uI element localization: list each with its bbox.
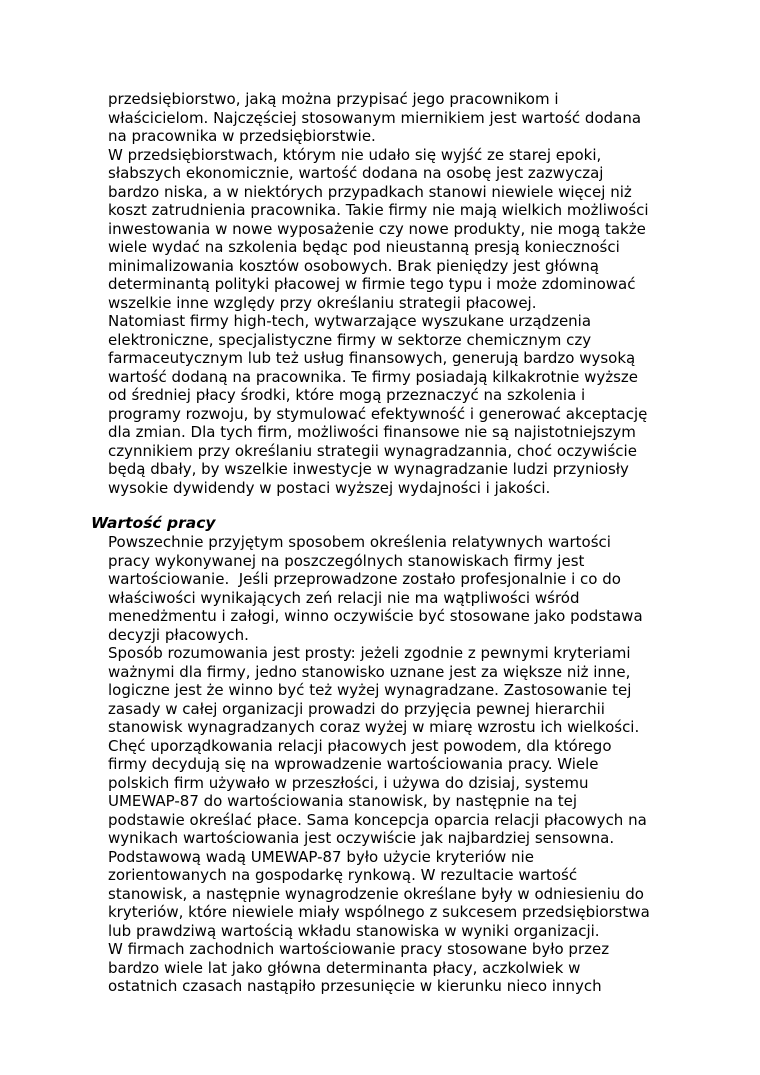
text-line: właścicielom. Najczęściej stosowanym miernikiem jest wartość dodana: [108, 108, 642, 127]
paragraph-block-1: [108, 90, 649, 497]
text-line: Podstawową wadą UMEWAP-87 było użycie kryteriów nie: [108, 847, 534, 866]
text-line: firmy decydują się na wprowadzenie wartościowania pracy. Wiele: [108, 755, 599, 773]
text-line: farmaceutycznym lub też usług finansowych, generują bardzo wysoką: [108, 349, 636, 367]
text-line: od średniej płacy środki, które mogą przeznaczyć na szkolenia i: [108, 386, 586, 404]
text-line: programy rozwoju, by stymulować efektywność i generować akceptację: [108, 404, 648, 423]
text-line: menedżmentu i załogi, winno oczywiście być stosowane jako podstawa: [108, 607, 643, 625]
text-line: logiczne jest że winno być też wyżej wynagradzane. Zastosowanie tej: [108, 681, 632, 699]
text-line: zasady w całej organizacji prowadzi do przyjęcia pewnej hierarchii: [108, 699, 605, 718]
text-line: koszt zatrudnienia pracownika. Takie firmy nie mają wielkich możliwości: [108, 201, 649, 219]
text-line: inwestowania w nowe wyposażenie czy nowe produkty, nie mogą także: [108, 219, 646, 238]
text-line: słabszych ekonomicznie, wartość dodana na osobę jest zazwyczaj: [108, 164, 604, 182]
text-line: wysokie dywidendy w postaci wyższej wydajności i jakości.: [108, 478, 551, 497]
text-line: Sposób rozumowania jest prosty: jeżeli zgodnie z pewnymi kryteriami: [108, 644, 631, 662]
text-line: przedsiębiorstwo, jaką można przypisać jego pracownikom i: [108, 90, 559, 108]
text-line: bardzo niska, a w niektórych przypadkach stanowi niewiele więcej niż: [108, 182, 632, 201]
text-line: czynnikiem przy określaniu strategii wynagradzannia, choć oczywiście: [108, 441, 637, 460]
text-line: podstawie określać płace. Sama koncepcja oparcia relacji płacowych na: [108, 810, 647, 829]
text-line: polskich firm używało w przeszłości, i używa do dzisiaj, systemu: [108, 773, 589, 792]
text-line: wiele wydać na szkolenia będąc pod nieustanną presją konieczności: [108, 238, 620, 256]
text-line: elektroniczne, specjalistyczne firmy w sektorze chemicznym czy: [108, 330, 592, 349]
text-line: determinantą polityki płacowej w firmie tego typu i może zdominować: [108, 275, 636, 293]
text-line: wartościowanie. Jeśli przeprowadzone zostało profesjonalnie i co do: [108, 570, 621, 588]
paragraph-block-2: [108, 533, 650, 996]
text-line: ważnymi dla firmy, jedno stanowisko uznane jest za większe niż inne,: [108, 662, 631, 681]
section-heading: Wartość pracy: [91, 514, 216, 532]
text-line: ostatnich czasach nastąpiło przesunięcie w kierunku nieco innych: [108, 977, 602, 995]
text-line: decyzji płacowych.: [108, 625, 249, 644]
text-line: wynikach wartościowania jest oczywiście jak najbardziej sensowna.: [108, 829, 615, 847]
text-line: W firmach zachodnich wartościowanie pracy stosowane było przez: [108, 940, 610, 958]
text-line: pracy wykonywanej na poszczególnych stanowiskach firmy jest: [108, 551, 585, 570]
text-line: bardzo wiele lat jako główna determinanta płacy, aczkolwiek w: [108, 958, 581, 977]
text-line: kryteriów, które niewiele miały wspólnego z sukcesem przedsiębiorstwa: [108, 903, 650, 921]
text-line: UMEWAP-87 do wartościowania stanowisk, by następnie na tej: [108, 792, 578, 810]
text-line: zorientowanych na gospodarkę rynkową. W rezultacie wartość: [108, 866, 578, 884]
text-line: właściwości wynikających zeń relacji nie ma wątpliwości wśród: [108, 588, 580, 607]
text-line: Powszechnie przyjętym sposobem określenia relatywnych wartości: [108, 533, 611, 551]
text-line: będą dbały, by wszelkie inwestycje w wynagradzanie ludzi przyniosły: [108, 460, 629, 478]
text-line: wartość dodaną na pracownika. Te firmy posiadają kilkakrotnie wyższe: [108, 367, 639, 386]
text-line: stanowisk wynagradzanych coraz wyżej w miarę wzrostu ich wielkości.: [108, 718, 640, 736]
text-line: minimalizowania kosztów osobowych. Brak pieniędzy jest główną: [108, 256, 599, 275]
text-line: wszelkie inne względy przy określaniu strategii płacowej.: [108, 293, 537, 312]
text-line: dla zmian. Dla tych firm, możliwości finansowe nie są najistotniejszym: [108, 423, 636, 441]
text-line: W przedsiębiorstwach, którym nie udało się wyjść ze starej epoki,: [108, 145, 602, 164]
text-line: na pracownika w przedsiębiorstwie.: [108, 127, 376, 145]
text-line: stanowisk, a następnie wynagrodzenie określane były w odniesieniu do: [108, 884, 644, 903]
text-line: lub prawdziwą wartością wkładu stanowiska w wyniki organizacji.: [108, 921, 600, 940]
text-line: Natomiast firmy high-tech, wytwarzające wyszukane urządzenia: [108, 312, 592, 330]
text-line: Chęć uporządkowania relacji płacowych jest powodem, dla którego: [108, 736, 612, 755]
